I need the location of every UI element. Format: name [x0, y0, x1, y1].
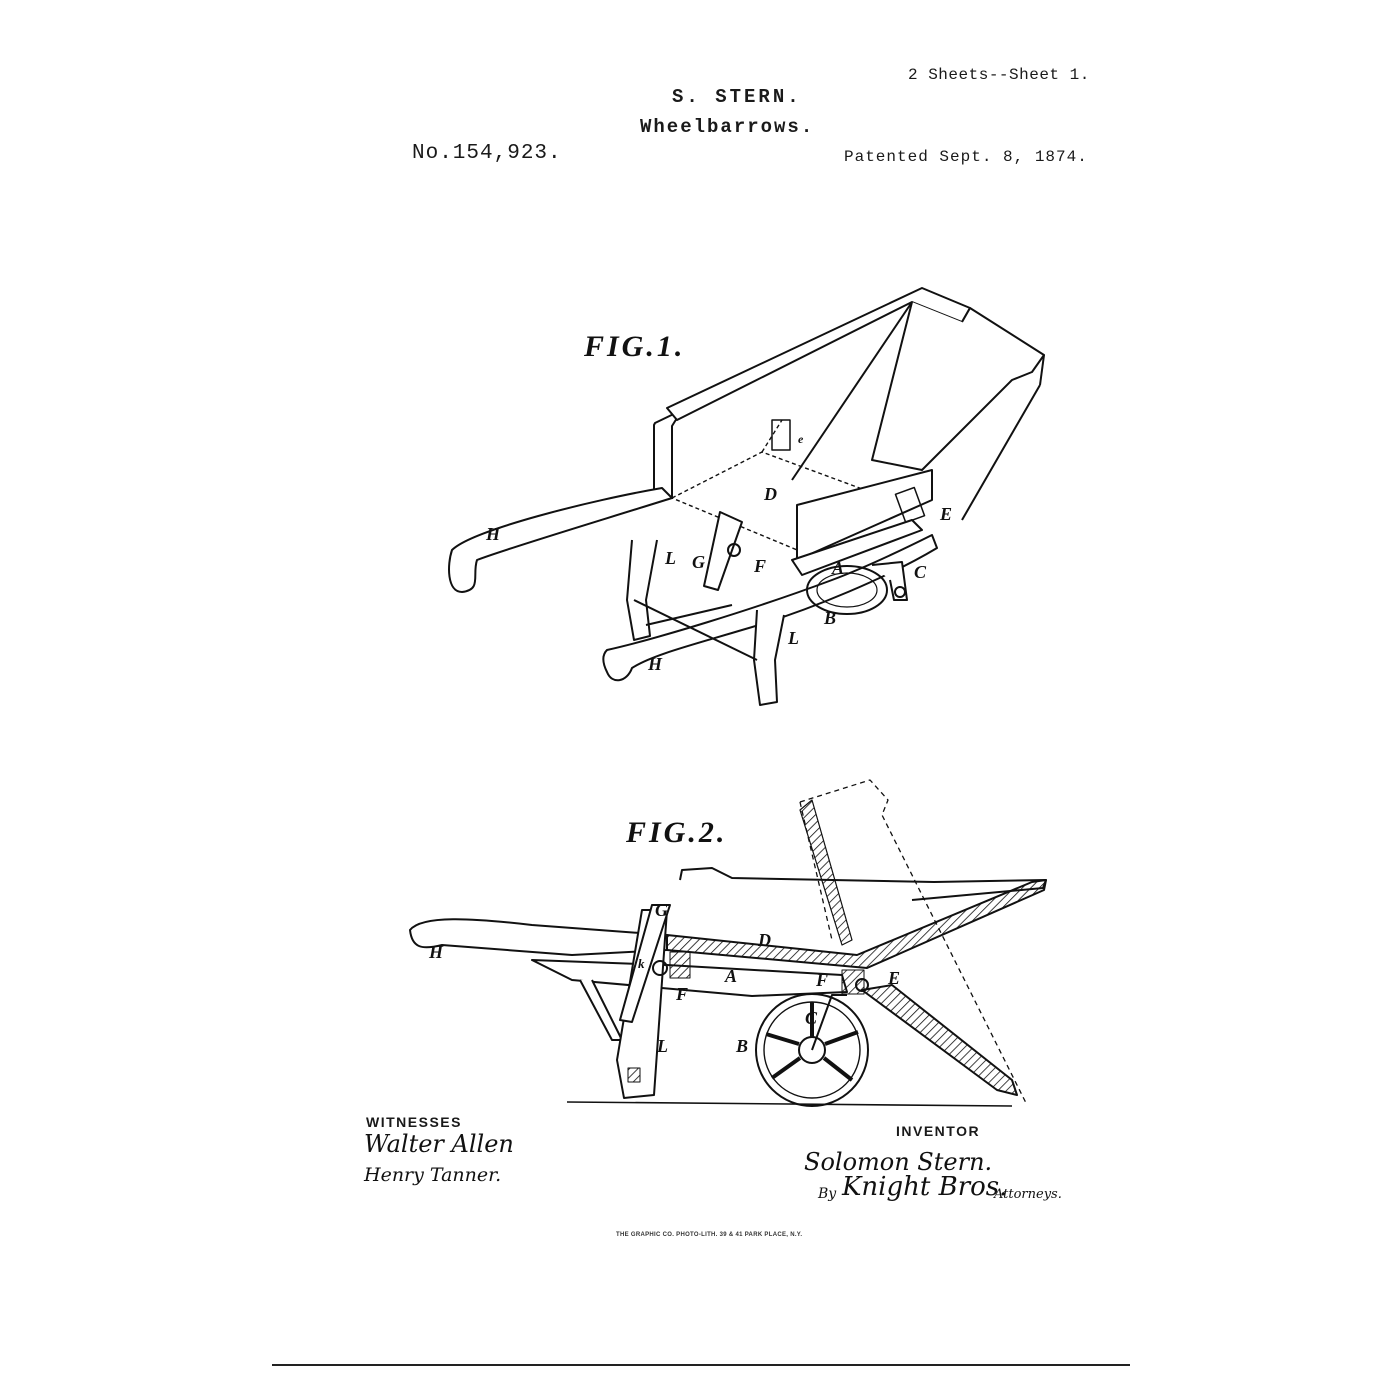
fig2-ref-l: L — [657, 1036, 668, 1056]
witnesses-label: WITNESSES — [366, 1114, 462, 1130]
fig1-ref-c: C — [914, 562, 927, 582]
attorney-signature: Knight Bros. — [842, 1172, 1008, 1202]
fig2-ref-g: G — [655, 900, 668, 920]
fig2-ref-d: D — [758, 930, 771, 950]
witness-signature-2: Henry Tanner. — [364, 1164, 502, 1186]
inventor-label: INVENTOR — [896, 1123, 981, 1139]
fig2-drawing — [410, 780, 1046, 1106]
fig1-ref-h-upper: H — [486, 524, 501, 544]
patent-date: Patented Sept. 8, 1874. — [844, 148, 1088, 166]
fig2-ref-b: B — [736, 1036, 749, 1056]
fig2-ref-h: H — [429, 942, 444, 962]
fig2-ref-f-right: F — [816, 970, 829, 990]
inventor-signature: Solomon Stern. — [804, 1148, 993, 1176]
witness-signature-1: Walter Allen — [364, 1130, 514, 1158]
fig2-ref-a: A — [725, 966, 738, 986]
fig1-drawing — [449, 288, 1044, 705]
fig2-ref-c: C — [805, 1008, 818, 1028]
fig2-label: FIG.2. — [626, 816, 728, 849]
fig1-ref-e: E — [940, 504, 953, 524]
bottom-border-line — [272, 1364, 1130, 1366]
patent-sheet — [272, 0, 1130, 1400]
fig1-ref-a: A — [832, 558, 845, 578]
sheet-indicator: 2 Sheets--Sheet 1. — [908, 66, 1090, 84]
by-label: By — [818, 1186, 837, 1202]
printer-imprint: THE GRAPHIC CO. PHOTO-LITH. 39 & 41 PARK PLACE, N.Y. — [616, 1232, 803, 1238]
fig1-ref-g: G — [692, 552, 705, 572]
fig2-ref-k: k — [638, 956, 645, 971]
patent-number: No.154,923. — [412, 142, 562, 165]
fig1-ref-d: D — [764, 484, 777, 504]
fig1-ref-e-small: e — [798, 432, 804, 446]
fig2-ref-e: E — [888, 968, 901, 988]
fig1-ref-b: B — [824, 608, 837, 628]
fig1-label: FIG.1. — [584, 330, 686, 363]
inventor-name-heading: S. STERN. — [672, 86, 802, 108]
fig1-ref-f: F — [754, 556, 767, 576]
patent-title: Wheelbarrows. — [640, 116, 815, 138]
fig1-ref-l-left: L — [665, 548, 676, 568]
attorneys-label: Attorneys. — [994, 1187, 1062, 1202]
fig2-ref-f-left: F — [676, 984, 689, 1004]
fig1-ref-h-lower: H — [648, 654, 663, 674]
fig1-ref-l-right: L — [788, 628, 799, 648]
